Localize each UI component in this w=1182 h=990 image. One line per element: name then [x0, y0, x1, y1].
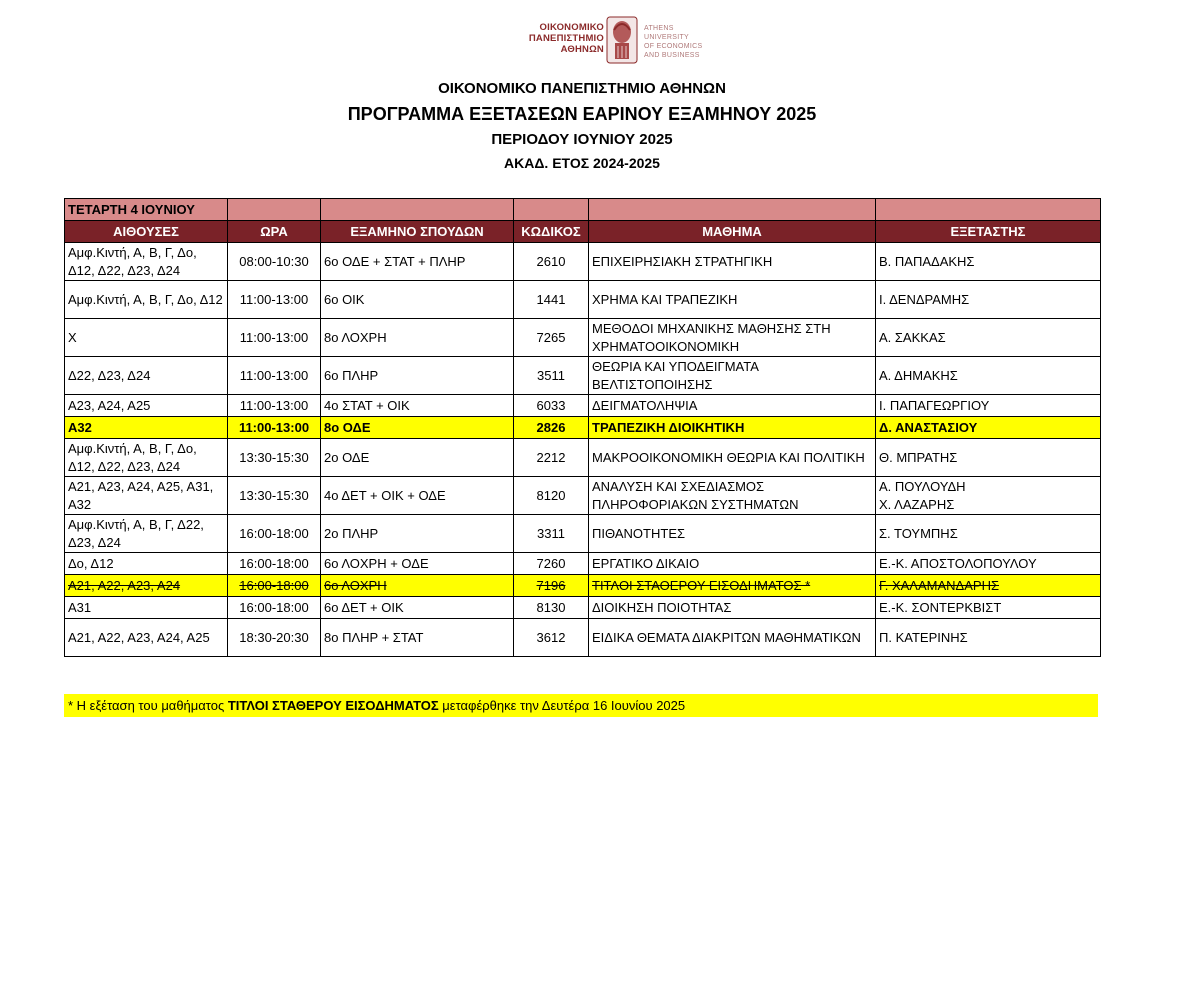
cell-code: 2212	[514, 439, 589, 477]
cell-code: 6033	[514, 395, 589, 417]
cell-time: 08:00-10:30	[228, 243, 321, 281]
table-row	[65, 619, 1101, 657]
cell-examiner: Β. ΠΑΠΑΔΑΚΗΣ	[876, 243, 1101, 281]
cell-examiner	[876, 477, 1101, 515]
cell-rooms: Α21, Α22, Α23, Α24	[65, 575, 228, 597]
logo-greek-text	[529, 22, 604, 55]
exam-schedule-table	[64, 198, 1101, 657]
cell-semester: 8ο ΠΛΗΡ + ΣΤΑΤ	[321, 619, 514, 657]
cell-course: ΤΡΑΠΕΖΙΚΗ ΔΙΟΙΚΗΤΙΚΗ	[589, 417, 876, 439]
athena-emblem-icon	[606, 16, 638, 64]
cell-rooms: Δο, Δ12	[65, 553, 228, 575]
cell-semester: 8ο ΛΟΧΡΗ	[321, 319, 514, 357]
cell-examiner: Γ. ΧΑΛΑΜΑΝΔΑΡΗΣ	[876, 575, 1101, 597]
cell-rooms: Α23, Α24, Α25	[65, 395, 228, 417]
cell-code: 8120	[514, 477, 589, 515]
cell-code: 2610	[514, 243, 589, 281]
column-header-rooms: ΑΙΘΟΥΣΕΣ	[65, 221, 228, 243]
cell-time: 11:00-13:00	[228, 319, 321, 357]
column-header-examiner: ΕΞΕΤΑΣΤΗΣ	[876, 221, 1101, 243]
logo-english-line: AND BUSINESS	[644, 52, 700, 59]
cell-semester: 4ο ΔΕΤ + ΟΙΚ + ΟΔΕ	[321, 477, 514, 515]
cell-rooms: Α31	[65, 597, 228, 619]
cell-course: ΘΕΩΡΙΑ ΚΑΙ ΥΠΟΔΕΙΓΜΑΤΑ ΒΕΛΤΙΣΤΟΠΟΙΗΣΗΣ	[589, 357, 876, 395]
cancelled-row	[65, 575, 1101, 597]
cell-time: 11:00-13:00	[228, 417, 321, 439]
cell-time: 16:00-18:00	[228, 597, 321, 619]
cell-course: ΕΙΔΙΚΑ ΘΕΜΑΤΑ ΔΙΑΚΡΙΤΩΝ ΜΑΘΗΜΑΤΙΚΩΝ	[589, 619, 876, 657]
cell-semester: 6ο ΛΟΧΡΗ + ΟΔΕ	[321, 553, 514, 575]
cell-time: 18:30-20:30	[228, 619, 321, 657]
table-row	[65, 515, 1101, 553]
logo-english-text	[644, 24, 710, 60]
cell-semester: 6ο ΟΙΚ	[321, 281, 514, 319]
cell-code: 3311	[514, 515, 589, 553]
university-name: ΟΙΚΟΝΟΜΙΚΟ ΠΑΝΕΠΙΣΤΗΜΙΟ ΑΘΗΝΩΝ	[438, 80, 726, 97]
cell-examiner: Θ. ΜΠΡΑΤΗΣ	[876, 439, 1101, 477]
cell-examiner: Ε.-Κ. ΣΟΝΤΕΡΚΒΙΣΤ	[876, 597, 1101, 619]
cell-semester: 4ο ΣΤΑΤ + ΟΙΚ	[321, 395, 514, 417]
note-suffix: μεταφέρθηκε την Δευτέρα 16 Ιουνίου 2025	[438, 698, 686, 713]
cell-course: ΕΠΙΧΕΙΡΗΣΙΑΚΗ ΣΤΡΑΤΗΓΙΚΗ	[589, 243, 876, 281]
cell-code: 7196	[514, 575, 589, 597]
document-header	[0, 78, 1164, 174]
table-row	[65, 243, 1101, 281]
cell-examiner: Ι. ΠΑΠΑΓΕΩΡΓΙΟΥ	[876, 395, 1101, 417]
cell-time: 16:00-18:00	[228, 553, 321, 575]
examiner-name: Α. ΠΟΥΛΟΥΔΗ	[879, 478, 966, 494]
logo-greek-line: ΑΘΗΝΩΝ	[560, 44, 604, 55]
table-row	[65, 439, 1101, 477]
cell-rooms: Α21, Α23, Α24, Α25, Α31, Α32	[65, 477, 228, 515]
cell-semester: 2ο ΟΔΕ	[321, 439, 514, 477]
examiner-name: Χ. ΛΑΖΑΡΗΣ	[879, 496, 955, 512]
logo-greek-line: ΟΙΚΟΝΟΜΙΚΟ	[539, 22, 604, 33]
column-header-time: ΩΡΑ	[228, 221, 321, 243]
university-logo	[490, 14, 710, 70]
note-course: ΤΙΤΛΟΙ ΣΤΑΘΕΡΟΥ ΕΙΣΟΔΗΜΑΤΟΣ	[227, 698, 439, 713]
cell-semester: 6ο ΛΟΧΡΗ	[321, 575, 514, 597]
cell-rooms: Αμφ.Κιντή, Α, Β, Γ, Δ22, Δ23, Δ24	[65, 515, 228, 553]
column-header-course: ΜΑΘΗΜΑ	[589, 221, 876, 243]
cell-rooms: Αμφ.Κιντή, Α, Β, Γ, Δο, Δ12, Δ22, Δ23, Δ24	[65, 439, 228, 477]
day-row	[65, 199, 1101, 221]
cell-time: 16:00-18:00	[228, 515, 321, 553]
cell-course: ΜΕΘΟΔΟΙ ΜΗΧΑΝΙΚΗΣ ΜΑΘΗΣΗΣ ΣΤΗ ΧΡΗΜΑΤΟΟΙΚΟΝΟΜΙΚΗ	[589, 319, 876, 357]
logo-english-line: ATHENS UNIVERSITY	[644, 25, 690, 41]
cell-course: ΕΡΓΑΤΙΚΟ ΔΙΚΑΙΟ	[589, 553, 876, 575]
table-row	[65, 395, 1101, 417]
cell-examiner: Α. ΣΑΚΚΑΣ	[876, 319, 1101, 357]
cell-semester: 8ο ΟΔΕ	[321, 417, 514, 439]
cell-time: 16:00-18:00	[228, 575, 321, 597]
cell-examiner: Ι. ΔΕΝΔΡΑΜΗΣ	[876, 281, 1101, 319]
reschedule-note	[64, 694, 1098, 717]
cell-code: 8130	[514, 597, 589, 619]
cell-examiner: Π. ΚΑΤΕΡΙΝΗΣ	[876, 619, 1101, 657]
cell-rooms: Χ	[65, 319, 228, 357]
cell-rooms: Δ22, Δ23, Δ24	[65, 357, 228, 395]
cell-code: 7260	[514, 553, 589, 575]
day-label: ΤΕΤΑΡΤΗ 4 ΙΟΥΝΙΟΥ	[65, 199, 228, 221]
cell-code: 3511	[514, 357, 589, 395]
cell-examiner: Α. ΔΗΜΑΚΗΣ	[876, 357, 1101, 395]
cell-course: ΜΑΚΡΟΟΙΚΟΝΟΜΙΚΗ ΘΕΩΡΙΑ ΚΑΙ ΠΟΛΙΤΙΚΗ	[589, 439, 876, 477]
cell-course: ΠΙΘΑΝΟΤΗΤΕΣ	[589, 515, 876, 553]
cell-course: ΔΙΟΙΚΗΣΗ ΠΟΙΟΤΗΤΑΣ	[589, 597, 876, 619]
table-row	[65, 357, 1101, 395]
cell-time: 13:30-15:30	[228, 439, 321, 477]
exam-period: ΠΕΡΙΟΔΟΥ ΙΟΥΝΙΟΥ 2025	[491, 131, 673, 148]
cell-time: 11:00-13:00	[228, 395, 321, 417]
cell-rooms: Αμφ.Κιντή, Α, Β, Γ, Δο, Δ12	[65, 281, 228, 319]
cell-semester: 2ο ΠΛΗΡ	[321, 515, 514, 553]
table-row	[65, 597, 1101, 619]
cell-examiner: Δ. ΑΝΑΣΤΑΣΙΟΥ	[876, 417, 1101, 439]
academic-year: ΑΚΑΔ. ΕΤΟΣ 2024-2025	[504, 155, 660, 171]
table-row	[65, 477, 1101, 515]
cell-course: ΑΝΑΛΥΣΗ ΚΑΙ ΣΧΕΔΙΑΣΜΟΣ ΠΛΗΡΟΦΟΡΙΑΚΩΝ ΣΥΣΤΗΜΑΤΩΝ	[589, 477, 876, 515]
table-row	[65, 553, 1101, 575]
cell-semester: 6ο ΟΔΕ + ΣΤΑΤ + ΠΛΗΡ	[321, 243, 514, 281]
cell-course: ΧΡΗΜΑ ΚΑΙ ΤΡΑΠΕΖΙΚΗ	[589, 281, 876, 319]
cell-code: 1441	[514, 281, 589, 319]
document-title: ΠΡΟΓΡΑΜΜΑ ΕΞΕΤΑΣΕΩΝ ΕΑΡΙΝΟΥ ΕΞΑΜΗΝΟΥ 2025	[347, 104, 817, 124]
cell-rooms: Αμφ.Κιντή, Α, Β, Γ, Δο, Δ12, Δ22, Δ23, Δ24	[65, 243, 228, 281]
logo-english-line: OF ECONOMICS	[644, 43, 703, 50]
cell-code: 2826	[514, 417, 589, 439]
cell-examiner: Σ. ΤΟΥΜΠΗΣ	[876, 515, 1101, 553]
cell-time: 11:00-13:00	[228, 357, 321, 395]
cell-time: 13:30-15:30	[228, 477, 321, 515]
column-header-code: ΚΩΔΙΚΟΣ	[514, 221, 589, 243]
cell-examiner: Ε.-Κ. ΑΠΟΣΤΟΛΟΠΟΥΛΟΥ	[876, 553, 1101, 575]
cell-semester: 6ο ΔΕΤ + ΟΙΚ	[321, 597, 514, 619]
column-header-semester: ΕΞΑΜΗΝΟ ΣΠΟΥΔΩΝ	[321, 221, 514, 243]
cell-rooms: Α32	[65, 417, 228, 439]
highlighted-row	[65, 417, 1101, 439]
table-row	[65, 281, 1101, 319]
cell-course: ΤΙΤΛΟΙ ΣΤΑΘΕΡΟΥ ΕΙΣΟΔΗΜΑΤΟΣ *	[589, 575, 876, 597]
cell-time: 11:00-13:00	[228, 281, 321, 319]
cell-semester: 6ο ΠΛΗΡ	[321, 357, 514, 395]
logo-greek-line: ΠΑΝΕΠΙΣΤΗΜΙΟ	[528, 33, 604, 44]
cell-code: 7265	[514, 319, 589, 357]
cell-rooms: Α21, Α22, Α23, Α24, Α25	[65, 619, 228, 657]
cell-course: ΔΕΙΓΜΑΤΟΛΗΨΙΑ	[589, 395, 876, 417]
header-row	[65, 221, 1101, 243]
note-prefix: * Η εξέταση του μαθήματος	[68, 698, 228, 713]
table-row	[65, 319, 1101, 357]
cell-code: 3612	[514, 619, 589, 657]
